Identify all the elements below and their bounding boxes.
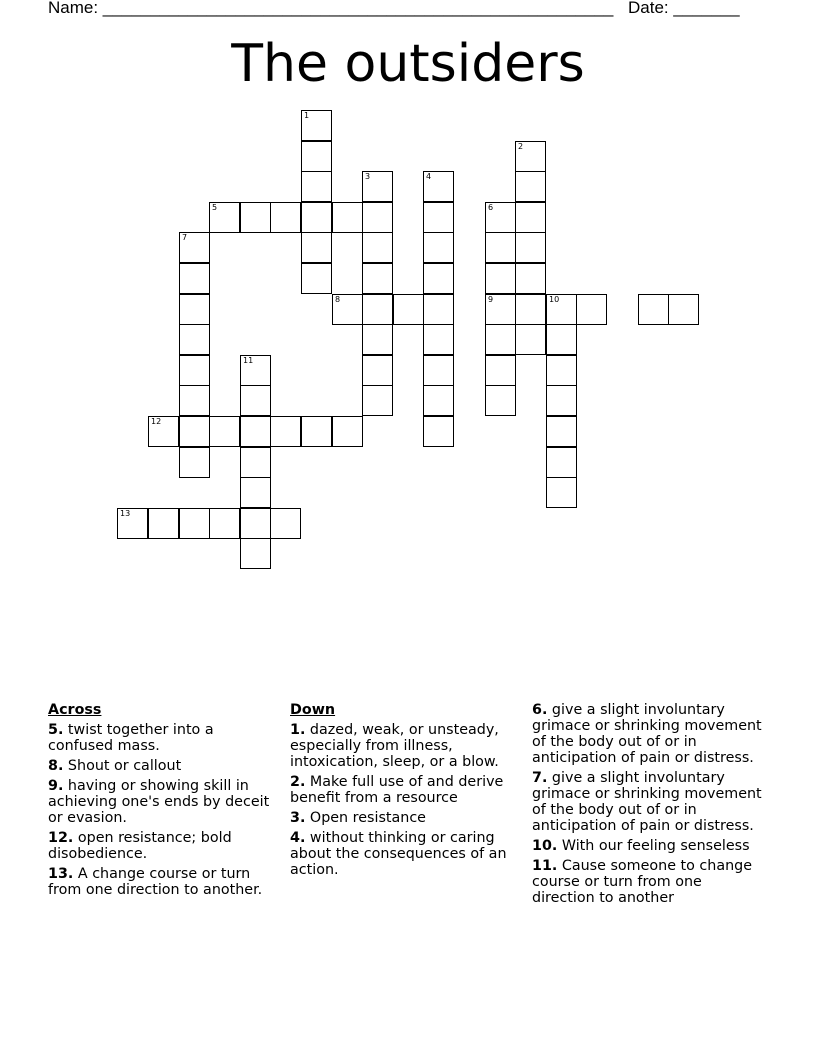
- clue-number: 4: [426, 172, 432, 181]
- grid-cell[interactable]: [179, 385, 210, 416]
- grid-cell[interactable]: [362, 232, 393, 263]
- grid-cell[interactable]: [485, 324, 516, 355]
- page-title: The outsiders: [231, 34, 585, 94]
- grid-cell[interactable]: [485, 355, 516, 386]
- clue-number: 1: [304, 111, 310, 120]
- grid-cell[interactable]: [179, 416, 210, 447]
- grid-cell[interactable]: [179, 447, 210, 478]
- grid-cell[interactable]: [423, 171, 454, 202]
- grid-cell[interactable]: [515, 141, 546, 172]
- clue-across-13: 13. A change course or turn from one direction to another.: [48, 866, 263, 898]
- grid-cell[interactable]: [515, 232, 546, 263]
- grid-cell[interactable]: [485, 385, 516, 416]
- grid-cell[interactable]: [546, 294, 577, 325]
- grid-cell[interactable]: [270, 202, 301, 233]
- clue-down-3: 3. Open resistance: [290, 810, 426, 826]
- across-heading: Across: [48, 702, 102, 718]
- grid-cell[interactable]: [270, 416, 301, 447]
- grid-cell[interactable]: [485, 263, 516, 294]
- grid-cell[interactable]: [240, 447, 271, 478]
- grid-cell[interactable]: [393, 294, 424, 325]
- grid-cell[interactable]: [485, 232, 516, 263]
- grid-cell[interactable]: [638, 294, 669, 325]
- grid-cell[interactable]: [515, 324, 546, 355]
- grid-cell[interactable]: [546, 355, 577, 386]
- grid-cell[interactable]: [362, 355, 393, 386]
- grid-cell[interactable]: [117, 508, 148, 539]
- clue-down-2: 2. Make full use of and derive benefit from a resource: [290, 774, 504, 806]
- grid-cell[interactable]: [179, 508, 210, 539]
- grid-cell[interactable]: [362, 324, 393, 355]
- grid-cell[interactable]: [301, 232, 332, 263]
- clue-number: 2: [518, 142, 524, 151]
- clue-number: 12: [151, 417, 162, 426]
- grid-cell[interactable]: [148, 416, 179, 447]
- grid-cell[interactable]: [423, 202, 454, 233]
- clue-down-1: 1. dazed, weak, or unsteady, especially from illness, intoxication, sleep, or a blow.: [290, 722, 499, 770]
- grid-cell[interactable]: [332, 294, 363, 325]
- grid-cell[interactable]: [179, 355, 210, 386]
- grid-cell[interactable]: [423, 355, 454, 386]
- grid-cell[interactable]: [240, 416, 271, 447]
- clue-number: 7: [182, 233, 188, 242]
- grid-cell[interactable]: [179, 232, 210, 263]
- grid-cell[interactable]: [423, 263, 454, 294]
- grid-cell[interactable]: [546, 416, 577, 447]
- grid-cell[interactable]: [301, 202, 332, 233]
- grid-cell[interactable]: [240, 385, 271, 416]
- grid-cell[interactable]: [485, 294, 516, 325]
- clue-down-7: 7. give a slight involuntary grimace or shrinking movement of the body out of or in anticipation of pain or distress.: [532, 770, 762, 834]
- grid-cell[interactable]: [301, 141, 332, 172]
- grid-cell[interactable]: [668, 294, 699, 325]
- clue-down-4: 4. without thinking or caring about the consequences of an action.: [290, 830, 507, 878]
- grid-cell[interactable]: [179, 263, 210, 294]
- down-clues-col-2: [532, 702, 768, 910]
- grid-cell[interactable]: [423, 385, 454, 416]
- across-clues: [48, 702, 280, 902]
- clue-down-11: 11. Cause someone to change course or turn from one direction to another: [532, 858, 753, 906]
- grid-cell[interactable]: [362, 294, 393, 325]
- grid-cell[interactable]: [546, 385, 577, 416]
- grid-cell[interactable]: [423, 324, 454, 355]
- clue-number: 11: [243, 356, 254, 365]
- grid-cell[interactable]: [209, 202, 240, 233]
- grid-cell[interactable]: [362, 171, 393, 202]
- clue-number: 9: [488, 295, 494, 304]
- clue-down-10: 10. With our feeling senseless: [532, 838, 750, 854]
- grid-cell[interactable]: [546, 477, 577, 508]
- grid-cell[interactable]: [515, 171, 546, 202]
- clue-across-9: 9. having or showing skill in achieving one's ends by deceit or evasion.: [48, 778, 270, 826]
- name-field-label[interactable]: Name: ______________________________________________________: [48, 0, 614, 17]
- clue-across-8: 8. Shout or callout: [48, 758, 182, 774]
- grid-cell[interactable]: [148, 508, 179, 539]
- grid-cell[interactable]: [301, 110, 332, 141]
- grid-cell[interactable]: [179, 324, 210, 355]
- grid-cell[interactable]: [576, 294, 607, 325]
- grid-cell[interactable]: [209, 416, 240, 447]
- grid-cell[interactable]: [362, 202, 393, 233]
- grid-cell[interactable]: [515, 263, 546, 294]
- grid-cell[interactable]: [332, 416, 363, 447]
- grid-cell[interactable]: [240, 202, 271, 233]
- date-field-label[interactable]: Date: _______: [628, 0, 740, 17]
- grid-cell[interactable]: [301, 171, 332, 202]
- grid-cell[interactable]: [515, 294, 546, 325]
- header-row: [48, 0, 768, 20]
- grid-cell[interactable]: [423, 416, 454, 447]
- grid-cell[interactable]: [240, 477, 271, 508]
- grid-cell[interactable]: [301, 263, 332, 294]
- grid-cell[interactable]: [240, 508, 271, 539]
- grid-cell[interactable]: [423, 232, 454, 263]
- grid-cell[interactable]: [546, 324, 577, 355]
- grid-cell[interactable]: [209, 508, 240, 539]
- grid-cell[interactable]: [240, 538, 271, 569]
- grid-cell[interactable]: [301, 416, 332, 447]
- grid-cell[interactable]: [332, 202, 363, 233]
- down-heading: Down: [290, 702, 336, 718]
- grid-cell[interactable]: [240, 355, 271, 386]
- clue-number: 13: [120, 509, 131, 518]
- clue-number: 5: [212, 203, 218, 212]
- grid-cell[interactable]: [362, 263, 393, 294]
- grid-cell[interactable]: [423, 294, 454, 325]
- grid-cell[interactable]: [485, 202, 516, 233]
- grid-cell[interactable]: [362, 385, 393, 416]
- clue-number: 10: [549, 295, 560, 304]
- clue-number: 6: [488, 203, 494, 212]
- grid-cell[interactable]: [270, 508, 301, 539]
- grid-cell[interactable]: [179, 294, 210, 325]
- clue-number: 8: [335, 295, 341, 304]
- grid-cell[interactable]: [515, 202, 546, 233]
- grid-cell[interactable]: [546, 447, 577, 478]
- clue-across-12: 12. open resistance; bold disobedience.: [48, 830, 232, 862]
- clue-across-5: 5. twist together into a confused mass.: [48, 722, 214, 754]
- clue-number: 3: [365, 172, 371, 181]
- clue-down-6: 6. give a slight involuntary grimace or shrinking movement of the body out of or in anticipation of pain or distress.: [532, 702, 762, 766]
- down-clues-col-1: [290, 702, 526, 882]
